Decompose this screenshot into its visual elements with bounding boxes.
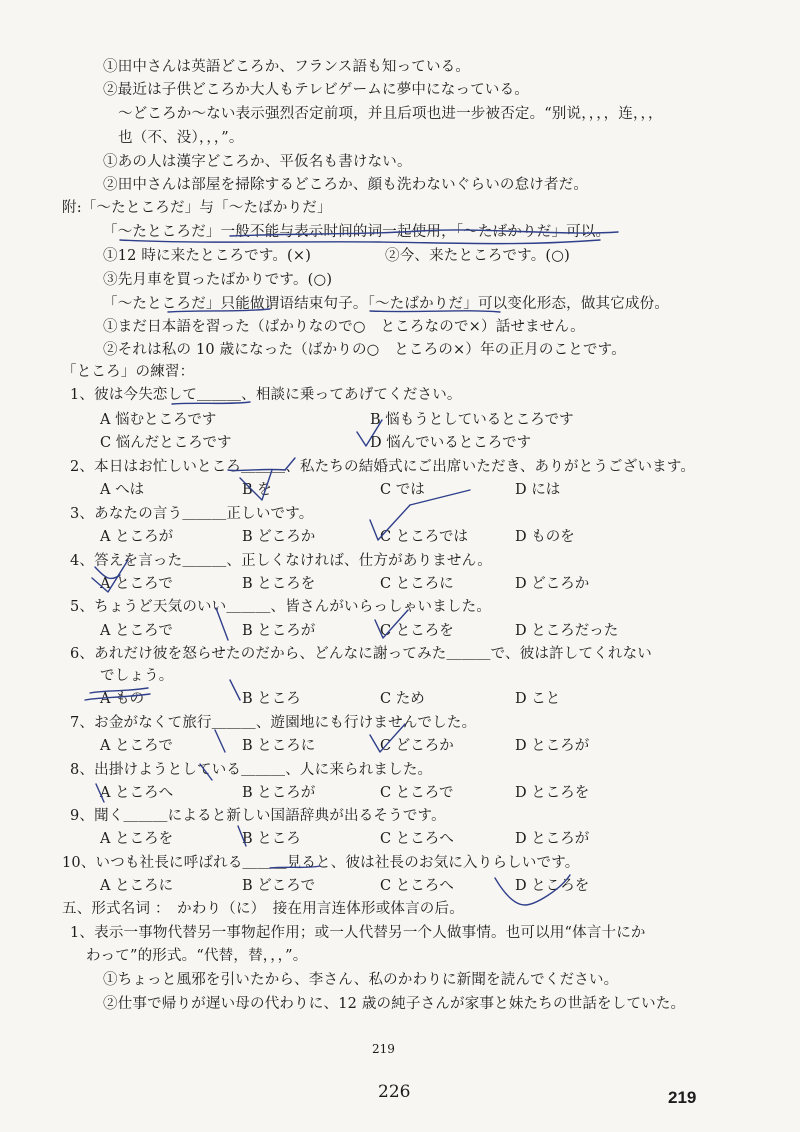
q9-choice-c: C ところへ (380, 831, 454, 847)
question-1: 1、彼は今失恋して＿＿＿、相談に乗ってあげてください。 (70, 387, 462, 403)
q3-choice-b: B どころか (242, 529, 316, 545)
question-2: 2、本日はお忙しいところ＿＿＿、私たちの結婚式にご出席いただき、ありがとうございます。 (70, 459, 696, 475)
q9-choice-d: D ところが (515, 831, 590, 847)
q10-choice-d: D ところを (515, 878, 590, 894)
appendix-line-1: 「～たところだ」一般不能与表示时间的词一起使用，「～たばかりだ」可以。 (103, 224, 611, 240)
q7-choice-c: C どころか (380, 738, 454, 754)
q2-choice-d: D には (515, 482, 561, 498)
question-9: 9、聞く＿＿＿によると新しい国語辞典が出るそうです。 (70, 808, 446, 824)
q8-choice-b: B ところが (242, 785, 316, 801)
q6-choice-d: D こと (515, 691, 561, 707)
page-number-226: 226 (378, 1082, 411, 1102)
q4-choice-a: A ところで (100, 576, 173, 592)
q1-choice-c: C 悩んだところです (100, 435, 232, 451)
q9-choice-a: A ところを (100, 831, 174, 847)
intro-line-6: ②田中さんは部屋を掃除するどころか、顔も洗わないぐらいの怠け者だ。 (103, 177, 589, 193)
q7-choice-b: B ところに (242, 738, 316, 754)
q8-choice-a: A ところへ (100, 785, 174, 801)
q6-choice-c: C ため (380, 691, 425, 707)
q5-choice-c: C ところを (380, 623, 454, 639)
section-5-title: 五、形式名词 ： かわり（に） 接在用言连体形或体言の后。 (62, 901, 464, 917)
q10-choice-c: C ところへ (380, 878, 454, 894)
q10-choice-a: A ところに (100, 878, 174, 894)
q5-choice-b: B ところが (242, 623, 316, 639)
q6-choice-b: B ところ (242, 691, 301, 707)
question-3: 3、あなたの言う＿＿＿正しいです。 (70, 506, 314, 522)
q2-choice-b: B を (242, 482, 272, 498)
q3-choice-d: D ものを (515, 529, 575, 545)
q7-choice-d: D ところが (515, 738, 590, 754)
q4-choice-d: D どころか (515, 576, 590, 592)
appendix-line-2b: ②今、来たところです。(○) (385, 248, 570, 264)
appendix-title: 附:「～たところだ」与「～たばかりだ」 (62, 200, 332, 216)
question-8: 8、出掛けようとしている＿＿＿、人に来られました。 (70, 762, 433, 778)
question-4: 4、答えを言った＿＿＿、正しくなければ、仕方がありません。 (70, 553, 492, 569)
question-7: 7、お金がなくて旅行＿＿＿、遊園地にも行けませんでした。 (70, 715, 477, 731)
q4-choice-b: B ところを (242, 576, 316, 592)
q5-choice-d: D ところだった (515, 623, 619, 639)
q2-choice-a: A へは (100, 482, 145, 498)
intro-line-5: ①あの人は漢字どころか、平仮名も書けない。 (103, 154, 412, 170)
q5-choice-a: A ところで (100, 623, 173, 639)
q3-choice-c: C ところでは (380, 529, 469, 545)
section-5-line-1: 1、表示一事物代替另一事物起作用；或一人代替另一个人做事情。也可以用“体言十にか (70, 925, 646, 941)
q6-choice-a: A もの (100, 691, 145, 707)
appendix-line-3: ③先月車を買ったばかりです。(○) (103, 272, 333, 288)
intro-line-4: 也（不、没），，，”。 (118, 130, 244, 146)
question-10: 10、いつも社長に呼ばれる＿＿＿見ると、彼は社長のお気に入りらしいです。 (62, 855, 580, 871)
q9-choice-b: B ところ (242, 831, 301, 847)
question-6: 6、あれだけ彼を怒らせたのだから、どんなに謝ってみた＿＿＿で、彼は許してくれない (70, 646, 652, 662)
page-number-bold: 219 (668, 1088, 697, 1107)
q1-choice-d: D 悩んでいるところです (370, 435, 532, 451)
q10-choice-b: B どころで (242, 878, 316, 894)
section-5-line-3: ①ちょっと風邪を引いたから、李さん、私のかわりに新聞を読んでください。 (103, 972, 619, 988)
q4-choice-c: C ところに (380, 576, 454, 592)
appendix-line-2a: ①12 時に来たところです。(×) (103, 248, 312, 264)
q3-choice-a: A ところが (100, 529, 174, 545)
q8-choice-c: C ところで (380, 785, 454, 801)
appendix-line-4: 「～たところだ」只能做谓语结束句子。「～たばかりだ」可以变化形态，做其它成份。 (103, 296, 670, 312)
intro-line-2: ②最近は子供どころか大人もテレビゲームに夢中になっている。 (103, 82, 530, 98)
page-number-small: 219 (372, 1042, 395, 1056)
practice-title: 「ところ」の練習： (62, 364, 195, 380)
question-5: 5、ちょうど天気のいい＿＿＿、皆さんがいらっしゃいました。 (70, 599, 492, 615)
q2-choice-c: C では (380, 482, 425, 498)
section-5-line-2: わって”的形式。“代替，替，，，”。 (86, 948, 308, 964)
appendix-line-6: ②それは私の 10 歳になった（ばかりの○ ところの×）年の正月のことです。 (103, 342, 626, 358)
q8-choice-d: D ところを (515, 785, 590, 801)
section-5-line-4: ②仕事で帰りが遅い母の代わりに、12 歳の純子さんが家事と妹たちの世話をしていた。 (103, 996, 686, 1012)
q1-choice-a: A 悩むところです (100, 412, 217, 428)
question-6-cont: でしょう。 (100, 668, 174, 684)
q7-choice-a: A ところで (100, 738, 173, 754)
intro-line-1: ①田中さんは英語どころか、フランス語も知っている。 (103, 59, 471, 75)
intro-line-3: ～どころか～ない表示强烈否定前项，并且后项也进一步被否定。“别说，，，，连，，， (118, 106, 663, 122)
appendix-line-5: ①まだ日本語を習った（ばかりなので○ ところなので×）話せません。 (103, 319, 585, 335)
q1-choice-b: B 悩もうとしているところです (370, 412, 574, 428)
